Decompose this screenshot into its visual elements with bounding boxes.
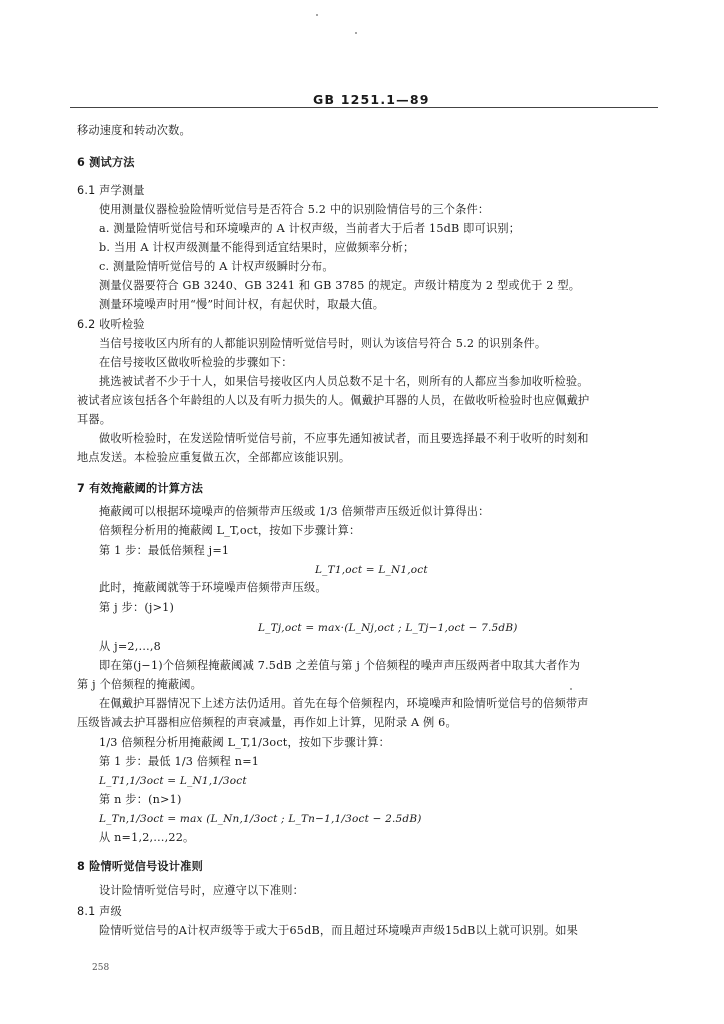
scan-speck bbox=[570, 688, 572, 690]
paragraph-line: 第 n 步：(n>1) bbox=[99, 793, 182, 806]
paragraph-line: 设计险情听觉信号时，应遵守以下准则： bbox=[99, 884, 304, 897]
header-rule bbox=[70, 107, 658, 108]
paragraph-line: 当信号接收区内所有的人都能识别险情听觉信号时，则认为该信号符合 5.2 的识别条件。 bbox=[99, 337, 547, 350]
paragraph-line: 第 j 个倍频程的掩蔽阈。 bbox=[77, 678, 203, 691]
paragraph-line: 压级皆减去护耳器相应倍频程的声衰减量，再作如上计算，见附录 A 例 6。 bbox=[77, 716, 457, 729]
paragraph-line: 在信号接收区做收听检验的步骤如下： bbox=[99, 356, 293, 369]
paragraph-line: 测量环境噪声时用“慢”时间计权，有起伏时，取最大值。 bbox=[99, 298, 385, 311]
subsection-heading: 8.1 声级 bbox=[77, 905, 122, 918]
section-heading: 6 测试方法 bbox=[77, 156, 135, 169]
formula: L_T1,1/3oct = L_N1,1/3oct bbox=[99, 775, 247, 787]
standard-header: GB 1251.1—89 bbox=[313, 92, 430, 107]
section-heading: 8 险情听觉信号设计准则 bbox=[77, 860, 203, 873]
paragraph-line: 即在第(j−1)个倍频程掩蔽阈减 7.5dB 之差值与第 j 个倍频程的噪声声压级两者中取其大者作为 bbox=[99, 659, 581, 672]
paragraph-line: 挑选被试者不少于十人，如果信号接收区内人员总数不足十名，则所有的人都应当参加收听检验。 bbox=[99, 375, 589, 388]
formula: L_T1,oct = L_N1,oct bbox=[315, 564, 428, 576]
paragraph-line: 第 1 步：最低 1/3 倍频程 n=1 bbox=[99, 755, 260, 768]
paragraph-line: 移动速度和转动次数。 bbox=[77, 124, 191, 137]
list-item: b. 当用 A 计权声级测量不能得到适宜结果时，应做频率分析； bbox=[99, 241, 415, 254]
scan-speck bbox=[316, 14, 318, 16]
paragraph-line: 1/3 倍频程分析用掩蔽阈 L_T,1/3oct，按如下步骤计算： bbox=[99, 736, 390, 749]
paragraph-line: 从 n=1,2,…,22。 bbox=[99, 831, 195, 844]
paragraph-line: 第 1 步：最低倍频程 j=1 bbox=[99, 544, 230, 557]
page-number: 258 bbox=[92, 963, 110, 973]
subsection-heading: 6.1 声学测量 bbox=[77, 184, 145, 197]
scan-speck bbox=[355, 32, 357, 34]
paragraph-line: 做收听检验时，在发送险情听觉信号前，不应事先通知被试者，而且要选择最不利于收听的时刻和 bbox=[99, 432, 589, 445]
paragraph-line: 第 j 步：(j>1) bbox=[99, 601, 175, 614]
paragraph-line: 测量仪器要符合 GB 3240、GB 3241 和 GB 3785 的规定。声级计精度为 2 型或优于 2 型。 bbox=[99, 279, 581, 292]
paragraph-line: 倍频程分析用的掩蔽阈 L_T,oct，按如下步骤计算： bbox=[99, 524, 361, 537]
list-item: c. 测量险情听觉信号的 A 计权声级瞬时分布。 bbox=[99, 260, 334, 273]
subsection-heading: 6.2 收听检验 bbox=[77, 318, 145, 331]
formula: L_Tn,1/3oct = max (L_Nn,1/3oct ; L_Tn−1,1/3oct − 2.5dB) bbox=[99, 813, 422, 825]
paragraph-line: 耳器。 bbox=[77, 413, 112, 426]
paragraph-line: 地点发送。本检验应重复做五次，全部都应该能识别。 bbox=[77, 451, 351, 464]
paragraph-line: 此时，掩蔽阈就等于环境噪声倍频带声压级。 bbox=[99, 581, 327, 594]
section-heading: 7 有效掩蔽阈的计算方法 bbox=[77, 482, 203, 495]
paragraph-line: 掩蔽阈可以根据环境噪声的倍频带声压级或 1/3 倍频带声压级近似计算得出： bbox=[99, 505, 490, 518]
paragraph-line: 险情听觉信号的A计权声级等于或大于65dB，而且超过环境噪声声级15dB以上就可识别。如果 bbox=[99, 924, 579, 937]
list-item: a. 测量险情听觉信号和环境噪声的 A 计权声级，当前者大于后者 15dB 即可识别； bbox=[99, 222, 521, 235]
paragraph-line: 从 j=2,…,8 bbox=[99, 640, 161, 653]
paragraph-line: 使用测量仪器检验险情听觉信号是否符合 5.2 中的识别险情信号的三个条件： bbox=[99, 203, 490, 216]
paragraph-line: 在佩戴护耳器情况下上述方法仍适用。首先在每个倍频程内，环境噪声和险情听觉信号的倍频带声 bbox=[99, 697, 589, 710]
paragraph-line: 被试者应该包括各个年龄组的人以及有听力损失的人。佩戴护耳器的人员，在做收听检验时也应佩戴护 bbox=[77, 394, 590, 407]
formula: L_Tj,oct = max·(L_Nj,oct ; L_Tj−1,oct − 7.5dB) bbox=[258, 622, 518, 634]
